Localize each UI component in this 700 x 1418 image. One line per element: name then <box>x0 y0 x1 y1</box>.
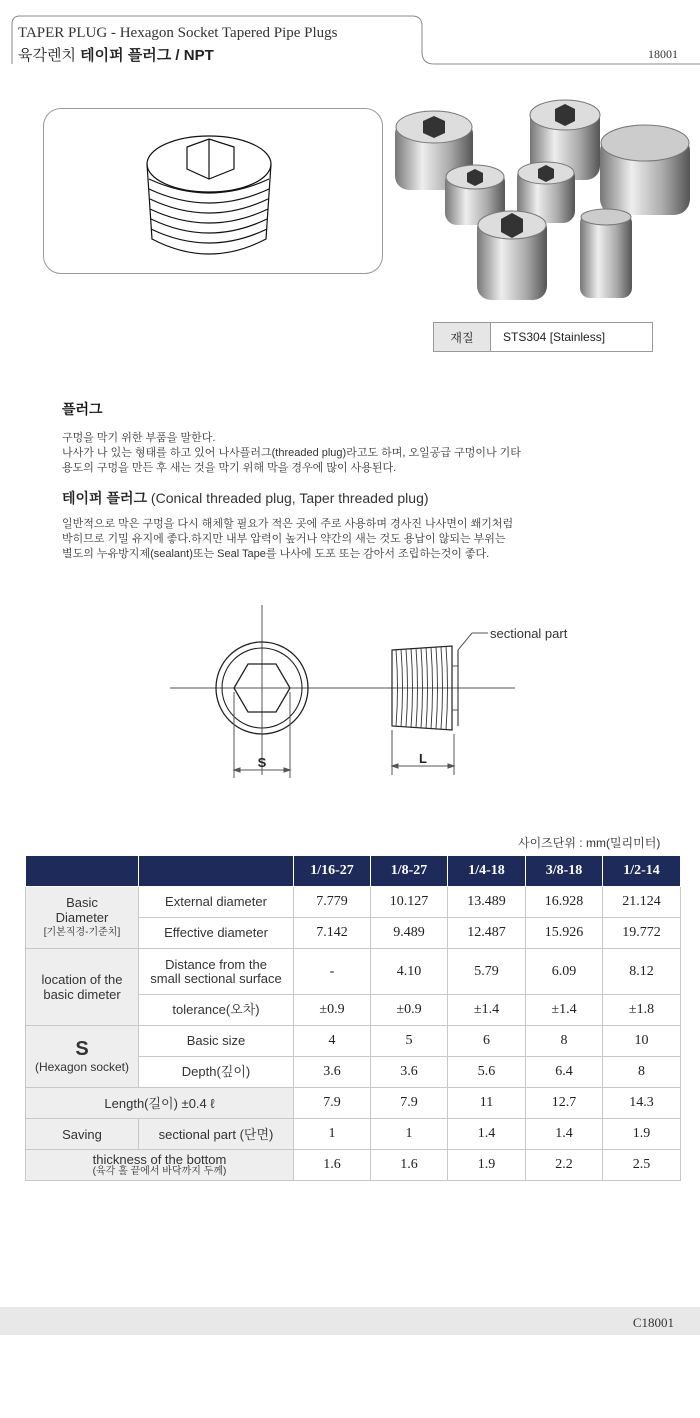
text-line: 박히므로 기밀 유지에 좋다.하지만 내부 압력이 높거나 약간의 새는 것도 용납이 않되는 부위는 <box>62 533 506 545</box>
table-cell: 1.9 <box>448 1150 526 1181</box>
depth-label: Depth(깊이) <box>139 1057 294 1088</box>
section-text-taper-plug <box>62 517 622 562</box>
material-value: STS304 [Stainless] <box>503 330 606 344</box>
text-line: 구멍을 막기 위한 부품을 말한다. <box>62 432 216 444</box>
basic-diameter-group: Basic Diameter [기본직경-기준치] <box>26 887 139 949</box>
table-cell: 1.4 <box>526 1119 603 1150</box>
table-cell: 21.124 <box>603 887 681 918</box>
table-header-row <box>26 856 681 887</box>
table-cell: 7.779 <box>294 887 371 918</box>
table-cell: 16.928 <box>526 887 603 918</box>
product-code: 18001 <box>648 47 678 61</box>
table-cell: 15.926 <box>526 918 603 949</box>
external-diameter-label: External diameter <box>139 887 294 918</box>
distance-label: Distance from the small sectional surface <box>139 949 294 995</box>
table-cell: ±0.9 <box>371 995 448 1026</box>
size-header: 3/8-18 <box>526 856 603 887</box>
sectional-part-callout: sectional part <box>490 626 568 641</box>
size-header: 1/8-27 <box>371 856 448 887</box>
table-cell: 6.4 <box>526 1057 603 1088</box>
table-cell: 1.4 <box>448 1119 526 1150</box>
section-text-plug <box>62 431 622 476</box>
table-cell: 7.9 <box>371 1088 448 1119</box>
product-photo <box>385 95 700 325</box>
sectional-part-label: sectional part (단면) <box>139 1119 294 1150</box>
table-cell: 14.3 <box>603 1088 681 1119</box>
table-cell: 1.9 <box>603 1119 681 1150</box>
table-cell: 4.10 <box>371 949 448 995</box>
section-heading-taper-plug: 테이퍼 플러그 (Conical threaded plug, Taper threaded plug) <box>62 490 429 506</box>
table-cell: 12.7 <box>526 1088 603 1119</box>
table-cell: 8 <box>526 1026 603 1057</box>
text-line: 일반적으로 막은 구멍을 다시 해체할 필요가 적은 곳에 주로 사용하며 경사진 나사면이 쐐기처럼 <box>62 518 514 530</box>
table-cell: 5 <box>371 1026 448 1057</box>
plug-sketch-drawing <box>44 109 382 273</box>
tolerance-label: tolerance(오차) <box>139 995 294 1026</box>
table-cell: 5.6 <box>448 1057 526 1088</box>
table-cell: 7.142 <box>294 918 371 949</box>
table-cell: 11 <box>448 1088 526 1119</box>
table-cell: - <box>294 949 371 995</box>
table-cell: 2.2 <box>526 1150 603 1181</box>
material-key: 재질 <box>434 323 491 351</box>
table-cell: 3.6 <box>371 1057 448 1088</box>
table-cell: 1.6 <box>294 1150 371 1181</box>
basic-size-label: Basic size <box>139 1026 294 1057</box>
dimension-s-label: S <box>257 755 267 770</box>
material-table <box>433 322 653 352</box>
footer-bar <box>0 1307 700 1335</box>
table-cell: 5.79 <box>448 949 526 995</box>
size-header: 1/16-27 <box>294 856 371 887</box>
spec-table <box>25 855 681 1181</box>
table-cell: 2.5 <box>603 1150 681 1181</box>
page-subtitle: 육각렌치 테이퍼 플러그 / NPT <box>18 47 214 64</box>
table-cell: 1 <box>294 1119 371 1150</box>
table-cell: 3.6 <box>294 1057 371 1088</box>
table-cell: 8.12 <box>603 949 681 995</box>
table-cell: 10 <box>603 1026 681 1057</box>
text-line: 별도의 누유방지제(sealant)또는 Seal Tape를 나사에 도포 또는 감아서 조립하는것이 좋다. <box>62 548 490 560</box>
table-cell: 10.127 <box>371 887 448 918</box>
table-cell: ±1.8 <box>603 995 681 1026</box>
unit-note: 사이즈단위 : mm(밀리미터) <box>518 836 661 850</box>
table-row <box>26 949 681 995</box>
table-cell: ±1.4 <box>526 995 603 1026</box>
size-header: 1/4-18 <box>448 856 526 887</box>
plug-sketch <box>43 108 383 274</box>
table-cell: 6.09 <box>526 949 603 995</box>
header-cell <box>26 856 139 887</box>
table-cell: 13.489 <box>448 887 526 918</box>
text-line: 용도의 구멍을 만든 후 새는 것을 막기 위해 막을 경우에 많이 사용된다. <box>62 462 397 474</box>
dimension-l-label: L <box>419 751 427 766</box>
table-row <box>26 1026 681 1057</box>
header-cell <box>139 856 294 887</box>
table-row <box>26 1088 681 1119</box>
table-cell: 4 <box>294 1026 371 1057</box>
table-cell: 7.9 <box>294 1088 371 1119</box>
page-title: TAPER PLUG - Hexagon Socket Tapered Pipe Plugs <box>18 25 338 41</box>
product-photo-drawing <box>385 95 700 325</box>
text-line: 나사가 나 있는 형태를 하고 있어 나사플러그(threaded plug)라고도 하며, 오일공급 구멍이나 기타 <box>62 447 521 459</box>
length-label: Length(길이) ±0.4 ℓ <box>26 1088 294 1119</box>
table-cell: 9.489 <box>371 918 448 949</box>
section-heading-plug: 플러그 <box>62 401 103 417</box>
footer-code: C18001 <box>632 1315 674 1330</box>
table-cell: 1 <box>371 1119 448 1150</box>
technical-drawing <box>160 600 600 790</box>
table-cell: 19.772 <box>603 918 681 949</box>
table-cell: 6 <box>448 1026 526 1057</box>
size-header: 1/2-14 <box>603 856 681 887</box>
table-row <box>26 1150 681 1181</box>
table-cell: 1.6 <box>371 1150 448 1181</box>
table-cell: ±0.9 <box>294 995 371 1026</box>
table-row <box>26 1119 681 1150</box>
location-group: location of the basic dimeter <box>26 949 139 1026</box>
table-cell: 12.487 <box>448 918 526 949</box>
effective-diameter-label: Effective diameter <box>139 918 294 949</box>
table-cell: 8 <box>603 1057 681 1088</box>
table-cell: ±1.4 <box>448 995 526 1026</box>
bottom-thickness-label: thickness of the bottom (육각 홀 끝에서 바닥까지 두께) <box>26 1150 294 1181</box>
saving-label: Saving <box>26 1119 139 1150</box>
hexagon-socket-group: S (Hexagon socket) <box>26 1026 139 1088</box>
table-row <box>26 887 681 918</box>
